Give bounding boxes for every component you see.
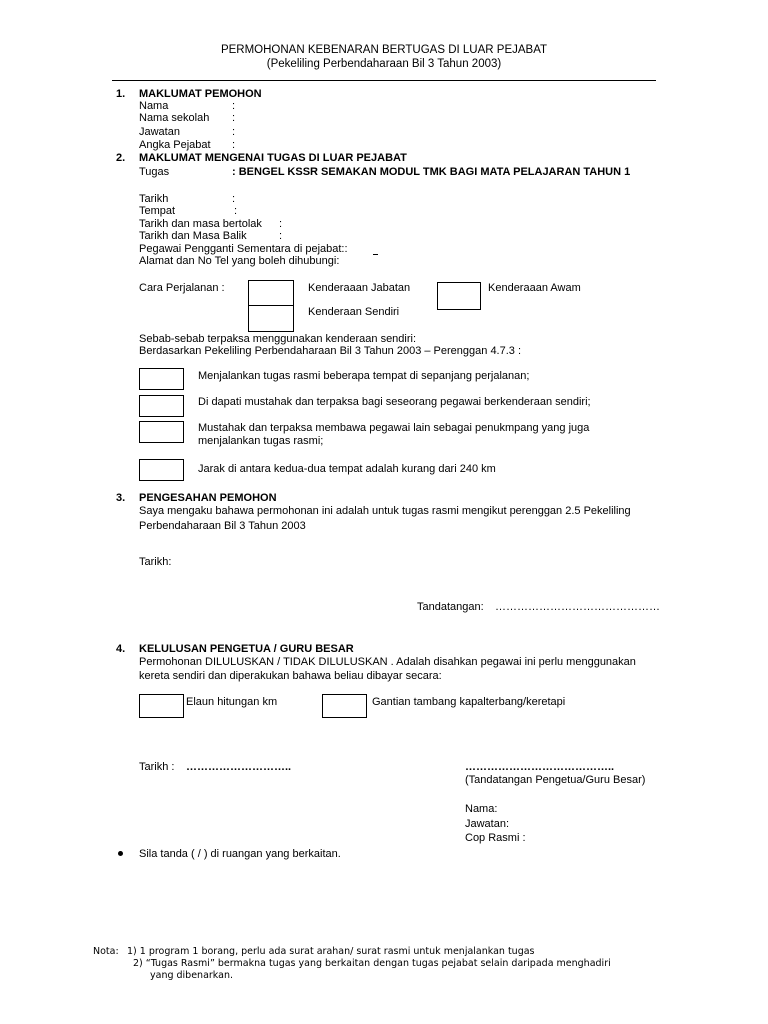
reason1-checkbox[interactable] xyxy=(139,368,184,390)
section2-heading: MAKLUMAT MENGENAI TUGAS DI LUAR PEJABAT xyxy=(139,152,407,164)
elaun-label: Elaun hitungan km xyxy=(186,696,278,708)
section4-number: 4. xyxy=(116,643,126,655)
alamat-label: Alamat dan No Tel yang boleh dihubungi: xyxy=(139,255,340,267)
sebab-line1: Sebab-sebab terpaksa menggunakan kenderaan sendiri: xyxy=(139,333,417,345)
cara-perjalanan-label: Cara Perjalanan : xyxy=(139,282,225,294)
section4-heading: KELULUSAN PENGETUA / GURU BESAR xyxy=(139,643,354,655)
section3-tarikh-label: Tarikh: xyxy=(139,556,172,568)
kenderaan-jabatan-checkbox[interactable] xyxy=(248,280,294,306)
kenderaan-jabatan-label: Kenderaaan Jabatan xyxy=(308,282,411,294)
nama-sekolah-colon: : xyxy=(232,112,236,124)
balik-label: Tarikh dan Masa Balik xyxy=(139,230,247,242)
reason3-checkbox[interactable] xyxy=(139,421,184,443)
jawatan-label: Jawatan xyxy=(139,126,180,138)
reason1-label: Menjalankan tugas rasmi beberapa tempat di sepanjang perjalanan; xyxy=(198,370,530,382)
section4-tarikh-label: Tarikh : xyxy=(139,761,175,773)
tugas-value: : BENGEL KSSR SEMAKAN MODUL TMK BAGI MATA PELAJARAN TAHUN 1 xyxy=(232,166,631,178)
section1-heading: MAKLUMAT PEMOHON xyxy=(139,88,262,100)
form-subtitle: (Pekeliling Perbendaharaan Bil 3 Tahun 2003) xyxy=(266,58,502,70)
pengetua-nama-label: Nama: xyxy=(465,803,498,815)
nama-label: Nama xyxy=(139,100,169,112)
kenderaan-awam-checkbox[interactable] xyxy=(437,282,481,310)
angka-pejabat-colon: : xyxy=(232,139,236,151)
tempat-label: Tempat xyxy=(139,205,176,217)
section3-text-line2: Perbendaharaan Bil 3 Tahun 2003 xyxy=(139,520,306,532)
kenderaan-awam-label: Kenderaaan Awam xyxy=(488,282,581,294)
tempat-colon: : xyxy=(234,205,238,217)
bullet-icon xyxy=(118,851,123,856)
sebab-line2: Berdasarkan Pekeliling Perbendaharaan Bil 3 Tahun 2003 – Perenggan 4.7.3 : xyxy=(139,345,522,357)
tandatangan-dots: ……………………………………… xyxy=(495,601,660,613)
pengganti-underline xyxy=(373,254,378,255)
cop-rasmi-label: Cop Rasmi : xyxy=(465,832,526,844)
pengetua-sign-caption: (Tandatangan Pengetua/Guru Besar) xyxy=(465,774,646,786)
bertolak-label: Tarikh dan masa bertolak xyxy=(139,218,262,230)
reason3-label: Mustahak dan terpaksa membawa pegawai lain sebagai penukmpang yang juga xyxy=(198,422,590,434)
form-title: PERMOHONAN KEBENARAN BERTUGAS DI LUAR PEJABAT xyxy=(220,44,548,56)
gantian-checkbox[interactable] xyxy=(322,694,367,718)
nama-sekolah-label: Nama sekolah xyxy=(139,112,210,124)
reason2-checkbox[interactable] xyxy=(139,395,184,417)
nota-label: Nota: xyxy=(93,946,119,957)
tarikh-colon: : xyxy=(232,193,236,205)
bertolak-colon: : xyxy=(279,218,283,230)
section1-number: 1. xyxy=(116,88,126,100)
pengetua-jawatan-label: Jawatan: xyxy=(465,818,510,830)
bullet-note: Sila tanda ( / ) di ruangan yang berkaitan. xyxy=(139,848,341,860)
tandatangan-label: Tandatangan: xyxy=(417,601,484,613)
section2-number: 2. xyxy=(116,152,126,164)
kenderaan-sendiri-label: Kenderaan Sendiri xyxy=(308,306,400,318)
section4-text-line2: kereta sendiri dan diperakukan bahawa beliau dibayar secara: xyxy=(139,670,442,682)
reason3-label-cont: menjalankan tugas rasmi; xyxy=(198,435,324,447)
gantian-label: Gantian tambang kapalterbang/keretapi xyxy=(372,696,566,708)
kenderaan-sendiri-checkbox[interactable] xyxy=(248,305,294,332)
nama-colon: : xyxy=(232,100,236,112)
jawatan-colon: : xyxy=(232,126,236,138)
elaun-checkbox[interactable] xyxy=(139,694,184,718)
tarikh-label: Tarikh xyxy=(139,193,169,205)
nota-line1: 1) 1 program 1 borang, perlu ada surat arahan/ surat rasmi untuk menjalankan tugas xyxy=(127,946,535,957)
reason4-label: Jarak di antara kedua-dua tempat adalah kurang dari 240 km xyxy=(198,463,496,475)
section3-heading: PENGESAHAN PEMOHON xyxy=(139,492,277,504)
header-divider xyxy=(112,80,656,81)
reason4-checkbox[interactable] xyxy=(139,459,184,481)
nota-line2: 2) “Tugas Rasmi” bermakna tugas yang berkaitan dengan tugas pejabat selain daripada menghadiri xyxy=(133,958,611,969)
balik-colon: : xyxy=(279,230,283,242)
section3-number: 3. xyxy=(116,492,126,504)
tugas-label: Tugas xyxy=(139,166,170,178)
angka-pejabat-label: Angka Pejabat xyxy=(139,139,211,151)
section4-text-line1: Permohonan DILULUSKAN / TIDAK DILULUSKAN . Adalah disahkan pegawai ini perlu menggunakan xyxy=(139,656,636,668)
reason2-label: Di dapati mustahak dan terpaksa bagi seseorang pegawai berkenderaan sendiri; xyxy=(198,396,591,408)
section3-text-line1: Saya mengaku bahawa permohonan ini adalah untuk tugas rasmi mengikut perenggan 2.5 Pekeliling xyxy=(139,505,631,517)
pengetua-sign-dots: ………………………………….. xyxy=(465,761,615,773)
nota-line3: yang dibenarkan. xyxy=(150,970,234,981)
section4-tarikh-dots: ……………………….. xyxy=(186,761,292,773)
pengganti-label: Pegawai Pengganti Sementara di pejabat:: xyxy=(139,243,348,255)
